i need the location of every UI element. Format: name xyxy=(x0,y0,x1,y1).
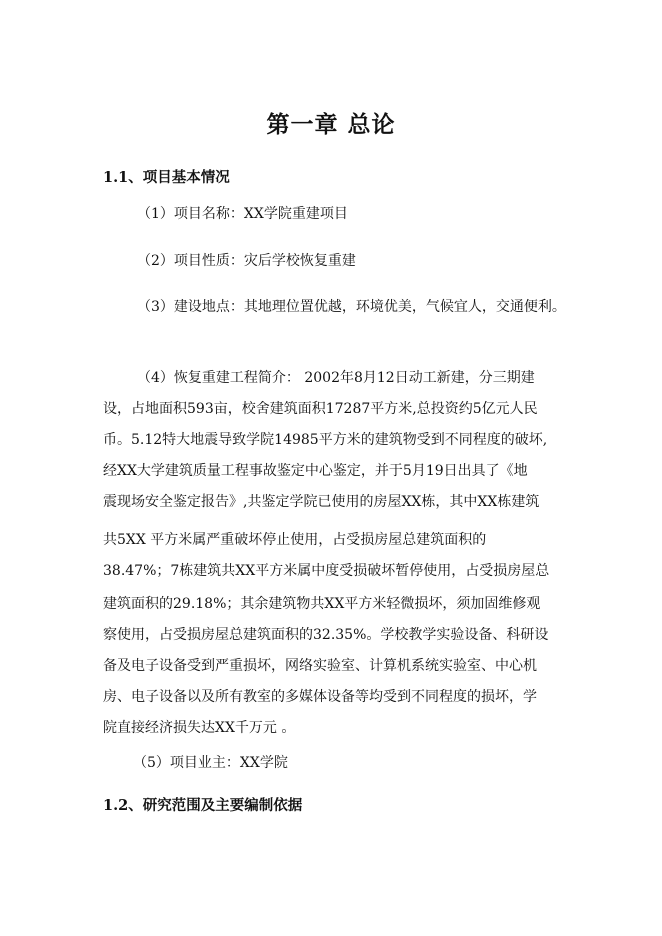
summary-line: 院直接经济损失达XX千万元 。 xyxy=(103,720,296,736)
summary-line: 建筑面积的29.18%；其余建筑物共XX平方米轻微损坏，须加固维修观 xyxy=(103,596,541,612)
summary-line: 38.47%；7栋建筑共XX平方米属中度受损破坏暂停使用，占受损房屋总 xyxy=(103,563,550,579)
item-project-nature: （2）项目性质：灾后学校恢复重建 xyxy=(137,253,356,269)
section-heading-1-1: 1.1、项目基本情况 xyxy=(103,169,230,186)
summary-line: （4）恢复重建工程简介： 2002年8月12日动工新建，分三期建 xyxy=(137,370,535,386)
summary-line: 经XX大学建筑质量工程事故鉴定中心鉴定，并于5月19日出具了《地 xyxy=(103,463,528,479)
summary-line: 币。5.12特大地震导致学院14985平方米的建筑物受到不同程度的破坏, xyxy=(103,432,548,448)
summary-line: 备及电子设备受到严重损坏，网络实验室、计算机系统实验室、中心机 xyxy=(103,658,537,674)
chapter-title: 第一章 总论 xyxy=(266,111,396,138)
summary-line: 震现场安全鉴定报告》,共鉴定学院已使用的房屋XX栋，其中XX栋建筑 xyxy=(103,494,540,510)
item-project-name: （1）项目名称：XX学院重建项目 xyxy=(137,206,348,222)
summary-line: 共5XX 平方米属严重破坏停止使用，占受损房屋总建筑面积的 xyxy=(103,532,487,548)
summary-line: 设，占地面积593亩，校舍建筑面积17287平方米,总投资约5亿元人民 xyxy=(103,401,538,417)
section-heading-1-2: 1.2、研究范围及主要编制依据 xyxy=(103,797,303,814)
item-project-owner: （5）项目业主：XX学院 xyxy=(133,755,288,771)
summary-line: 房、电子设备以及所有教室的多媒体设备等均受到不同程度的损坏，学 xyxy=(103,689,537,705)
summary-line: 察使用，占受损房屋总建筑面积的32.35%。学校教学实验设备、科研设 xyxy=(103,627,549,643)
item-construction-site: （3）建设地点：其地理位置优越，环境优美，气候宜人，交通便利。 xyxy=(137,299,566,315)
